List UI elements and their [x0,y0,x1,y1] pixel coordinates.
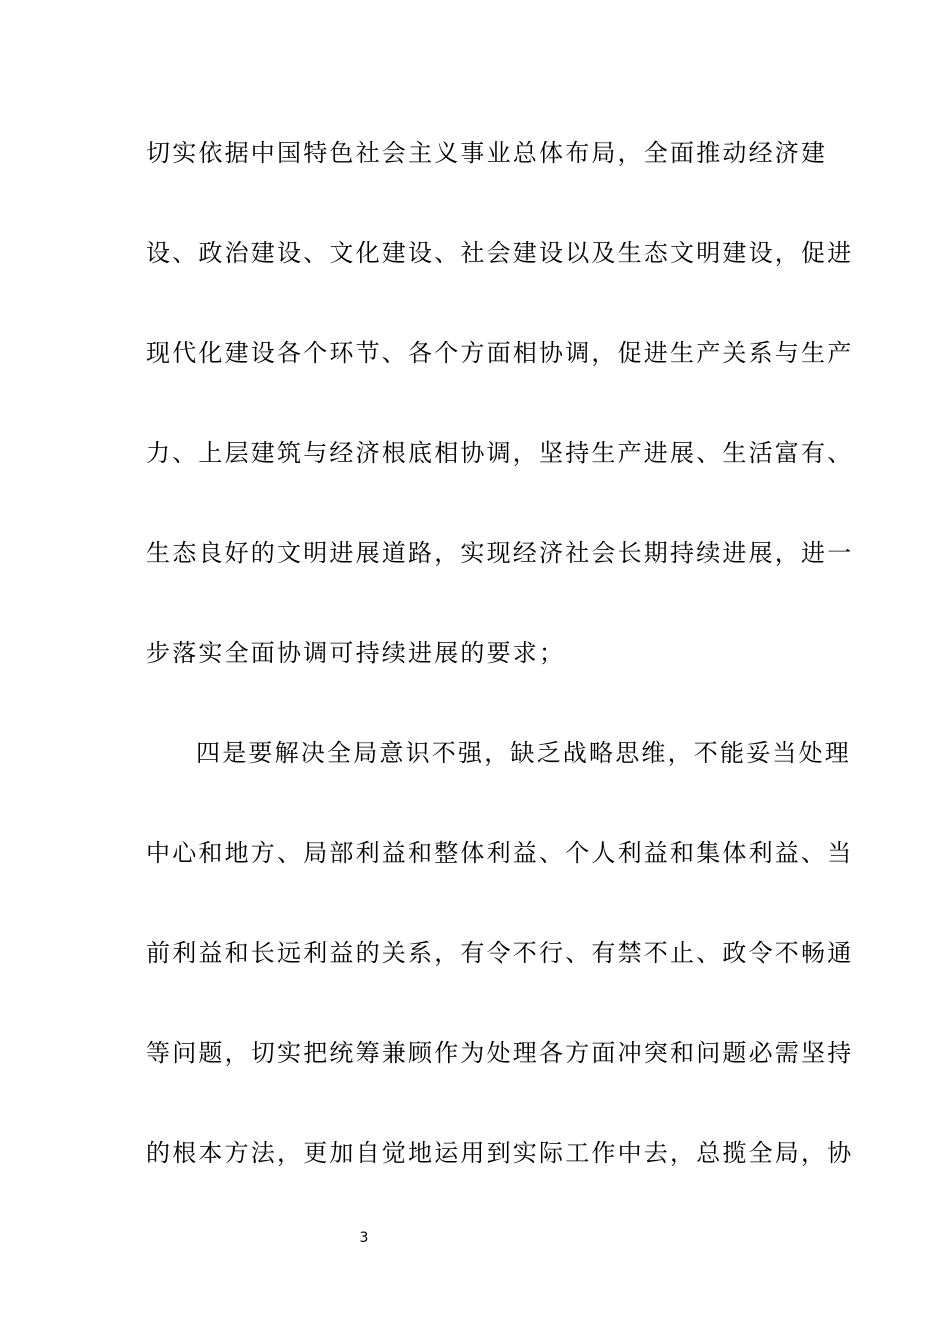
text-line: 中心和地方、局部利益和整体利益、个人利益和集体利益、当 [146,839,854,867]
text-line: 设、政治建设、文化建设、社会建设以及生态文明建设，促进 [146,239,854,267]
text-line: 现代化建设各个环节、各个方面相协调，促进生产关系与生产 [146,339,854,367]
paragraph-start-line: 四是要解决全局意识不强，缺乏战略思维，不能妥当处理 [196,739,851,767]
text-line: 前利益和长远利益的关系，有令不行、有禁不止、政令不畅通 [146,939,854,967]
text-line: 等问题，切实把统筹兼顾作为处理各方面冲突和问题必需坚持 [146,1039,854,1067]
body-text [146,125,854,1225]
text-line: 的根本方法，更加自觉地运用到实际工作中去，总揽全局，协 [146,1139,854,1167]
text-line: 力、上层建筑与经济根底相协调，坚持生产进展、生活富有、 [146,439,854,467]
text-line: 生态良好的文明进展道路，实现经济社会长期持续进展，进一 [146,539,854,567]
page-number: 3 [359,1230,369,1246]
text-line: 切实依据中国特色社会主义事业总体布局，全面推动经济建 [146,139,828,167]
text-line: 步落实全面协调可持续进展的要求； [146,639,566,667]
